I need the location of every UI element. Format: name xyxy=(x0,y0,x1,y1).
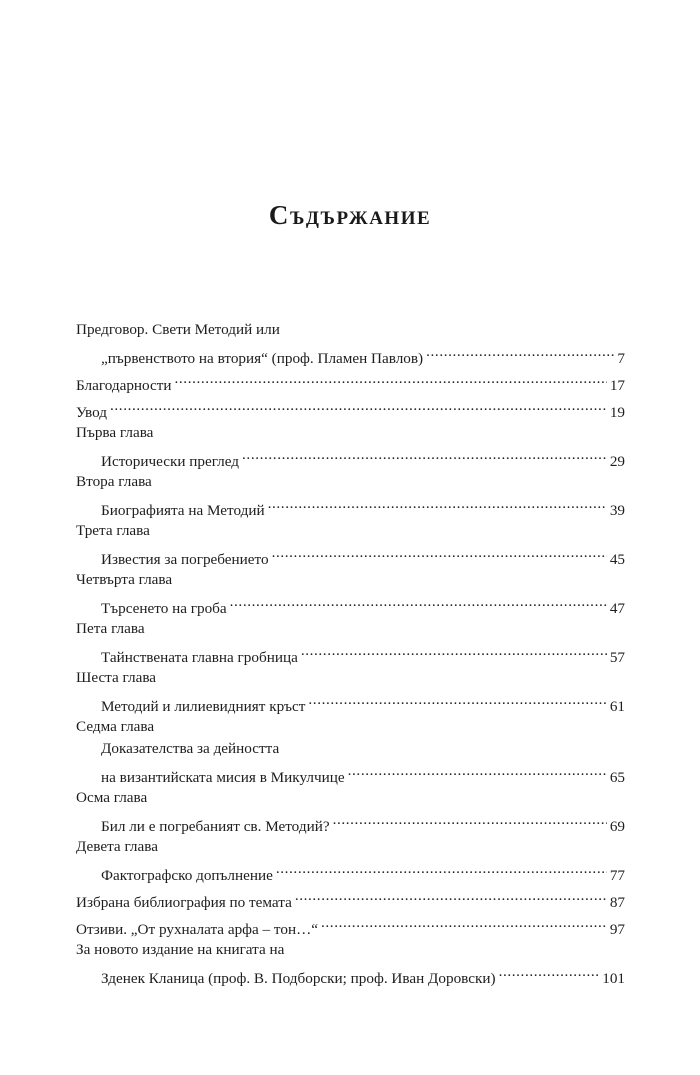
dot-leader xyxy=(333,809,607,831)
page-title: Съдържание xyxy=(268,200,432,230)
page-number: 45 xyxy=(609,551,625,568)
toc-entry-title: Исторически преглед xyxy=(101,453,240,470)
toc-entry xyxy=(76,471,625,519)
toc-line xyxy=(76,368,625,394)
toc-line xyxy=(76,689,625,715)
toc-line xyxy=(76,444,625,470)
dot-leader xyxy=(230,591,607,613)
toc-entry-title: Пета глава xyxy=(76,620,145,637)
toc-entry xyxy=(76,395,625,421)
toc-line xyxy=(76,542,625,568)
dot-leader xyxy=(426,341,614,363)
toc-line xyxy=(76,760,625,786)
dot-leader xyxy=(268,493,607,515)
toc-line xyxy=(76,836,625,858)
page-number: 69 xyxy=(609,818,625,835)
toc-entry xyxy=(76,912,625,938)
toc-entry xyxy=(76,422,625,470)
dot-leader xyxy=(499,961,600,983)
toc-line xyxy=(76,738,625,760)
toc-entry-title: Фактографско допълнение xyxy=(101,867,273,884)
toc-entry xyxy=(76,716,625,786)
dot-leader xyxy=(272,542,607,564)
page-number: 97 xyxy=(609,921,625,938)
toc-line xyxy=(76,809,625,835)
toc-entry xyxy=(76,618,625,666)
toc-entry-title: Методий и лилиевидният кръст xyxy=(101,698,306,715)
dot-leader xyxy=(110,395,607,417)
toc-line xyxy=(76,591,625,617)
page-number: 29 xyxy=(609,453,625,470)
toc-entry xyxy=(76,939,625,987)
toc-entry-title: Осма глава xyxy=(76,789,148,806)
page-number: 17 xyxy=(609,377,625,394)
toc-entry-title: Четвърта глава xyxy=(76,571,173,588)
page-number: 77 xyxy=(609,867,625,884)
toc-entry xyxy=(76,368,625,394)
page-number: 61 xyxy=(609,698,625,715)
toc-line xyxy=(76,319,625,341)
toc-entry-title: Седма глава xyxy=(76,718,155,735)
toc-line xyxy=(76,395,625,421)
toc-line xyxy=(76,787,625,809)
toc-line xyxy=(76,569,625,591)
page-number: 39 xyxy=(609,502,625,519)
toc-line xyxy=(76,858,625,884)
dot-leader xyxy=(348,760,607,782)
toc-entry-title: Бил ли е погребаният св. Методий? xyxy=(101,818,330,835)
toc-line xyxy=(76,520,625,542)
toc-entry-title: Девета глава xyxy=(76,838,158,855)
dot-leader xyxy=(308,689,606,711)
toc-entry-title: „първенството на втория“ (проф. Пламен Павлов) xyxy=(101,350,424,367)
toc-entry-title: Търсенето на гроба xyxy=(101,600,227,617)
toc-line xyxy=(76,961,625,987)
toc-line xyxy=(76,341,625,367)
toc-entry-title: Тайнствената главна гробница xyxy=(101,649,298,666)
page-number: 19 xyxy=(609,404,625,421)
toc-entry-title: За новото издание на книгата на xyxy=(76,941,285,958)
toc-entry-title: Доказателства за дейността xyxy=(101,740,280,757)
dot-leader xyxy=(175,368,607,390)
toc-entry-title: Предговор. Свети Методий или xyxy=(76,321,280,338)
toc-entry-title: Избрана библиография по темата xyxy=(76,894,292,911)
toc-entry xyxy=(76,667,625,715)
page-number: 87 xyxy=(609,894,625,911)
toc-entry-title: Биографията на Методий xyxy=(101,502,265,519)
page-number: 47 xyxy=(609,600,625,617)
page-number: 65 xyxy=(609,769,625,786)
dot-leader xyxy=(301,640,607,662)
toc-line xyxy=(76,493,625,519)
dot-leader xyxy=(295,885,607,907)
toc-line xyxy=(76,422,625,444)
toc-line xyxy=(76,471,625,493)
toc-entry-title: Шеста глава xyxy=(76,669,157,686)
toc-entry-title: Известия за погребението xyxy=(101,551,269,568)
toc-line xyxy=(76,912,625,938)
toc-entry xyxy=(76,319,625,367)
toc-entry-title: Зденек Кланица (проф. В. Подборски; проф. Иван Доровски) xyxy=(101,970,496,987)
toc-line xyxy=(76,618,625,640)
toc-entry-title: Отзиви. „От рухналата арфа – тон…“ xyxy=(76,921,319,938)
toc-line xyxy=(76,716,625,738)
toc-entry xyxy=(76,569,625,617)
page-number: 57 xyxy=(609,649,625,666)
page-number: 101 xyxy=(602,970,625,987)
toc-entry xyxy=(76,520,625,568)
dot-leader xyxy=(321,912,607,934)
dot-leader xyxy=(276,858,607,880)
toc-entry xyxy=(76,885,625,911)
toc-line xyxy=(76,640,625,666)
toc-entry-title: Увод xyxy=(76,404,107,421)
toc-entry xyxy=(76,836,625,884)
table-of-contents xyxy=(76,319,625,988)
toc-entry-title: Благодарности xyxy=(76,377,172,394)
toc-line xyxy=(76,885,625,911)
toc-entry-title: Първа глава xyxy=(76,424,154,441)
page-number: 7 xyxy=(617,350,625,367)
toc-entry-title: Трета глава xyxy=(76,522,150,539)
dot-leader xyxy=(242,444,607,466)
toc-entry xyxy=(76,787,625,835)
toc-line xyxy=(76,939,625,961)
toc-entry-title: Втора глава xyxy=(76,473,152,490)
toc-entry-title: на византийската мисия в Микулчице xyxy=(101,769,345,786)
toc-line xyxy=(76,667,625,689)
